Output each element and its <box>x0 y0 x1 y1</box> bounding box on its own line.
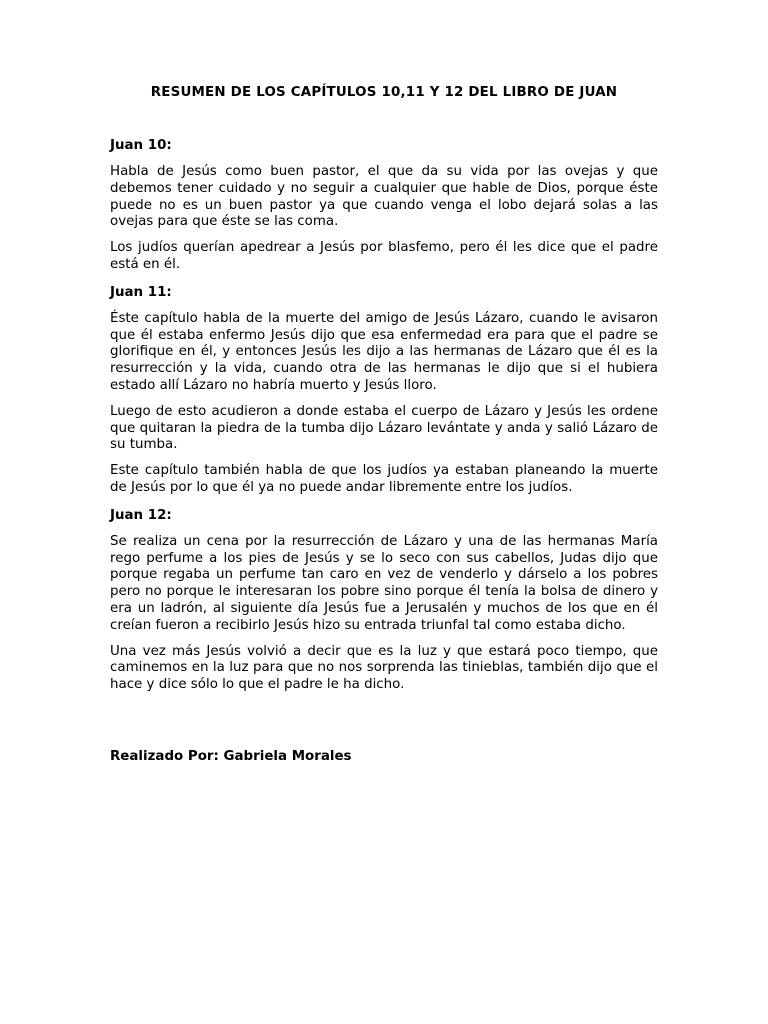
paragraph: Este capítulo también habla de que los judíos ya estaban planeando la muerte de Jesús por lo que él ya no puede andar libremente entre los judíos. <box>110 463 658 495</box>
section-juan-10 <box>110 137 658 274</box>
paragraph: Una vez más Jesús volvió a decir que es la luz y que estará poco tiempo, que caminemos en la luz para que no nos sorprenda las tinieblas, también dijo que el hace y dice sólo lo que el padre le ha dicho. <box>110 643 658 693</box>
paragraph: Éste capítulo habla de la muerte del amigo de Jesús Lázaro, cuando le avisaron que él estaba enfermo Jesús dijo que esa enfermedad era para que el padre se glorifique en él, y entonces Jesús les dijo a las hermanas de Lázaro que él es la resurrección y la vida, cuando otra de las hermanas le dijo que si el hubiera estado allí Lázaro no habría muerto y Jesús lloro. <box>110 310 658 393</box>
author-signature: Realizado Por: Gabriela Morales <box>110 749 352 764</box>
document-title: RESUMEN DE LOS CAPÍTULOS 10,11 Y 12 DEL LIBRO DE JUAN <box>150 85 618 100</box>
document-body <box>110 137 658 704</box>
paragraph: Luego de esto acudieron a donde estaba el cuerpo de Lázaro y Jesús les ordene que quitaran la piedra de la tumba dijo Lázaro levántate y anda y salió Lázaro de su tumba. <box>110 403 658 453</box>
section-juan-12 <box>110 507 658 694</box>
paragraph: Habla de Jesús como buen pastor, el que da su vida por las ovejas y que debemos tener cuidado y no seguir a cualquier que hable de Dios, porque éste puede no es un buen pastor ya que cuando venga el lobo dejará solas a las ovejas para que éste se las coma. <box>110 164 658 230</box>
paragraph: Los judíos querían apedrear a Jesús por blasfemo, pero él les dice que el padre está en él. <box>110 240 658 272</box>
section-heading: Juan 10: <box>110 138 172 153</box>
section-juan-11 <box>110 284 658 497</box>
paragraph: Se realiza un cena por la resurrección de Lázaro y una de las hermanas María rego perfume a los pies de Jesús y se lo seco con sus cabellos, Judas dijo que porque regaba un perfume tan caro en vez de venderlo y dárselo a los pobres pero no porque le interesaran los pobre sino porque él tenía la bolsa de dinero y era un ladrón, al siguiente día Jesús fue a Jerusalén y muchos de los que en él creían fueron a recibirlo Jesús hizo su entrada triunfal tal como estaba dicho. <box>110 533 658 633</box>
section-heading: Juan 12: <box>110 507 172 523</box>
section-heading: Juan 11: <box>110 284 172 300</box>
